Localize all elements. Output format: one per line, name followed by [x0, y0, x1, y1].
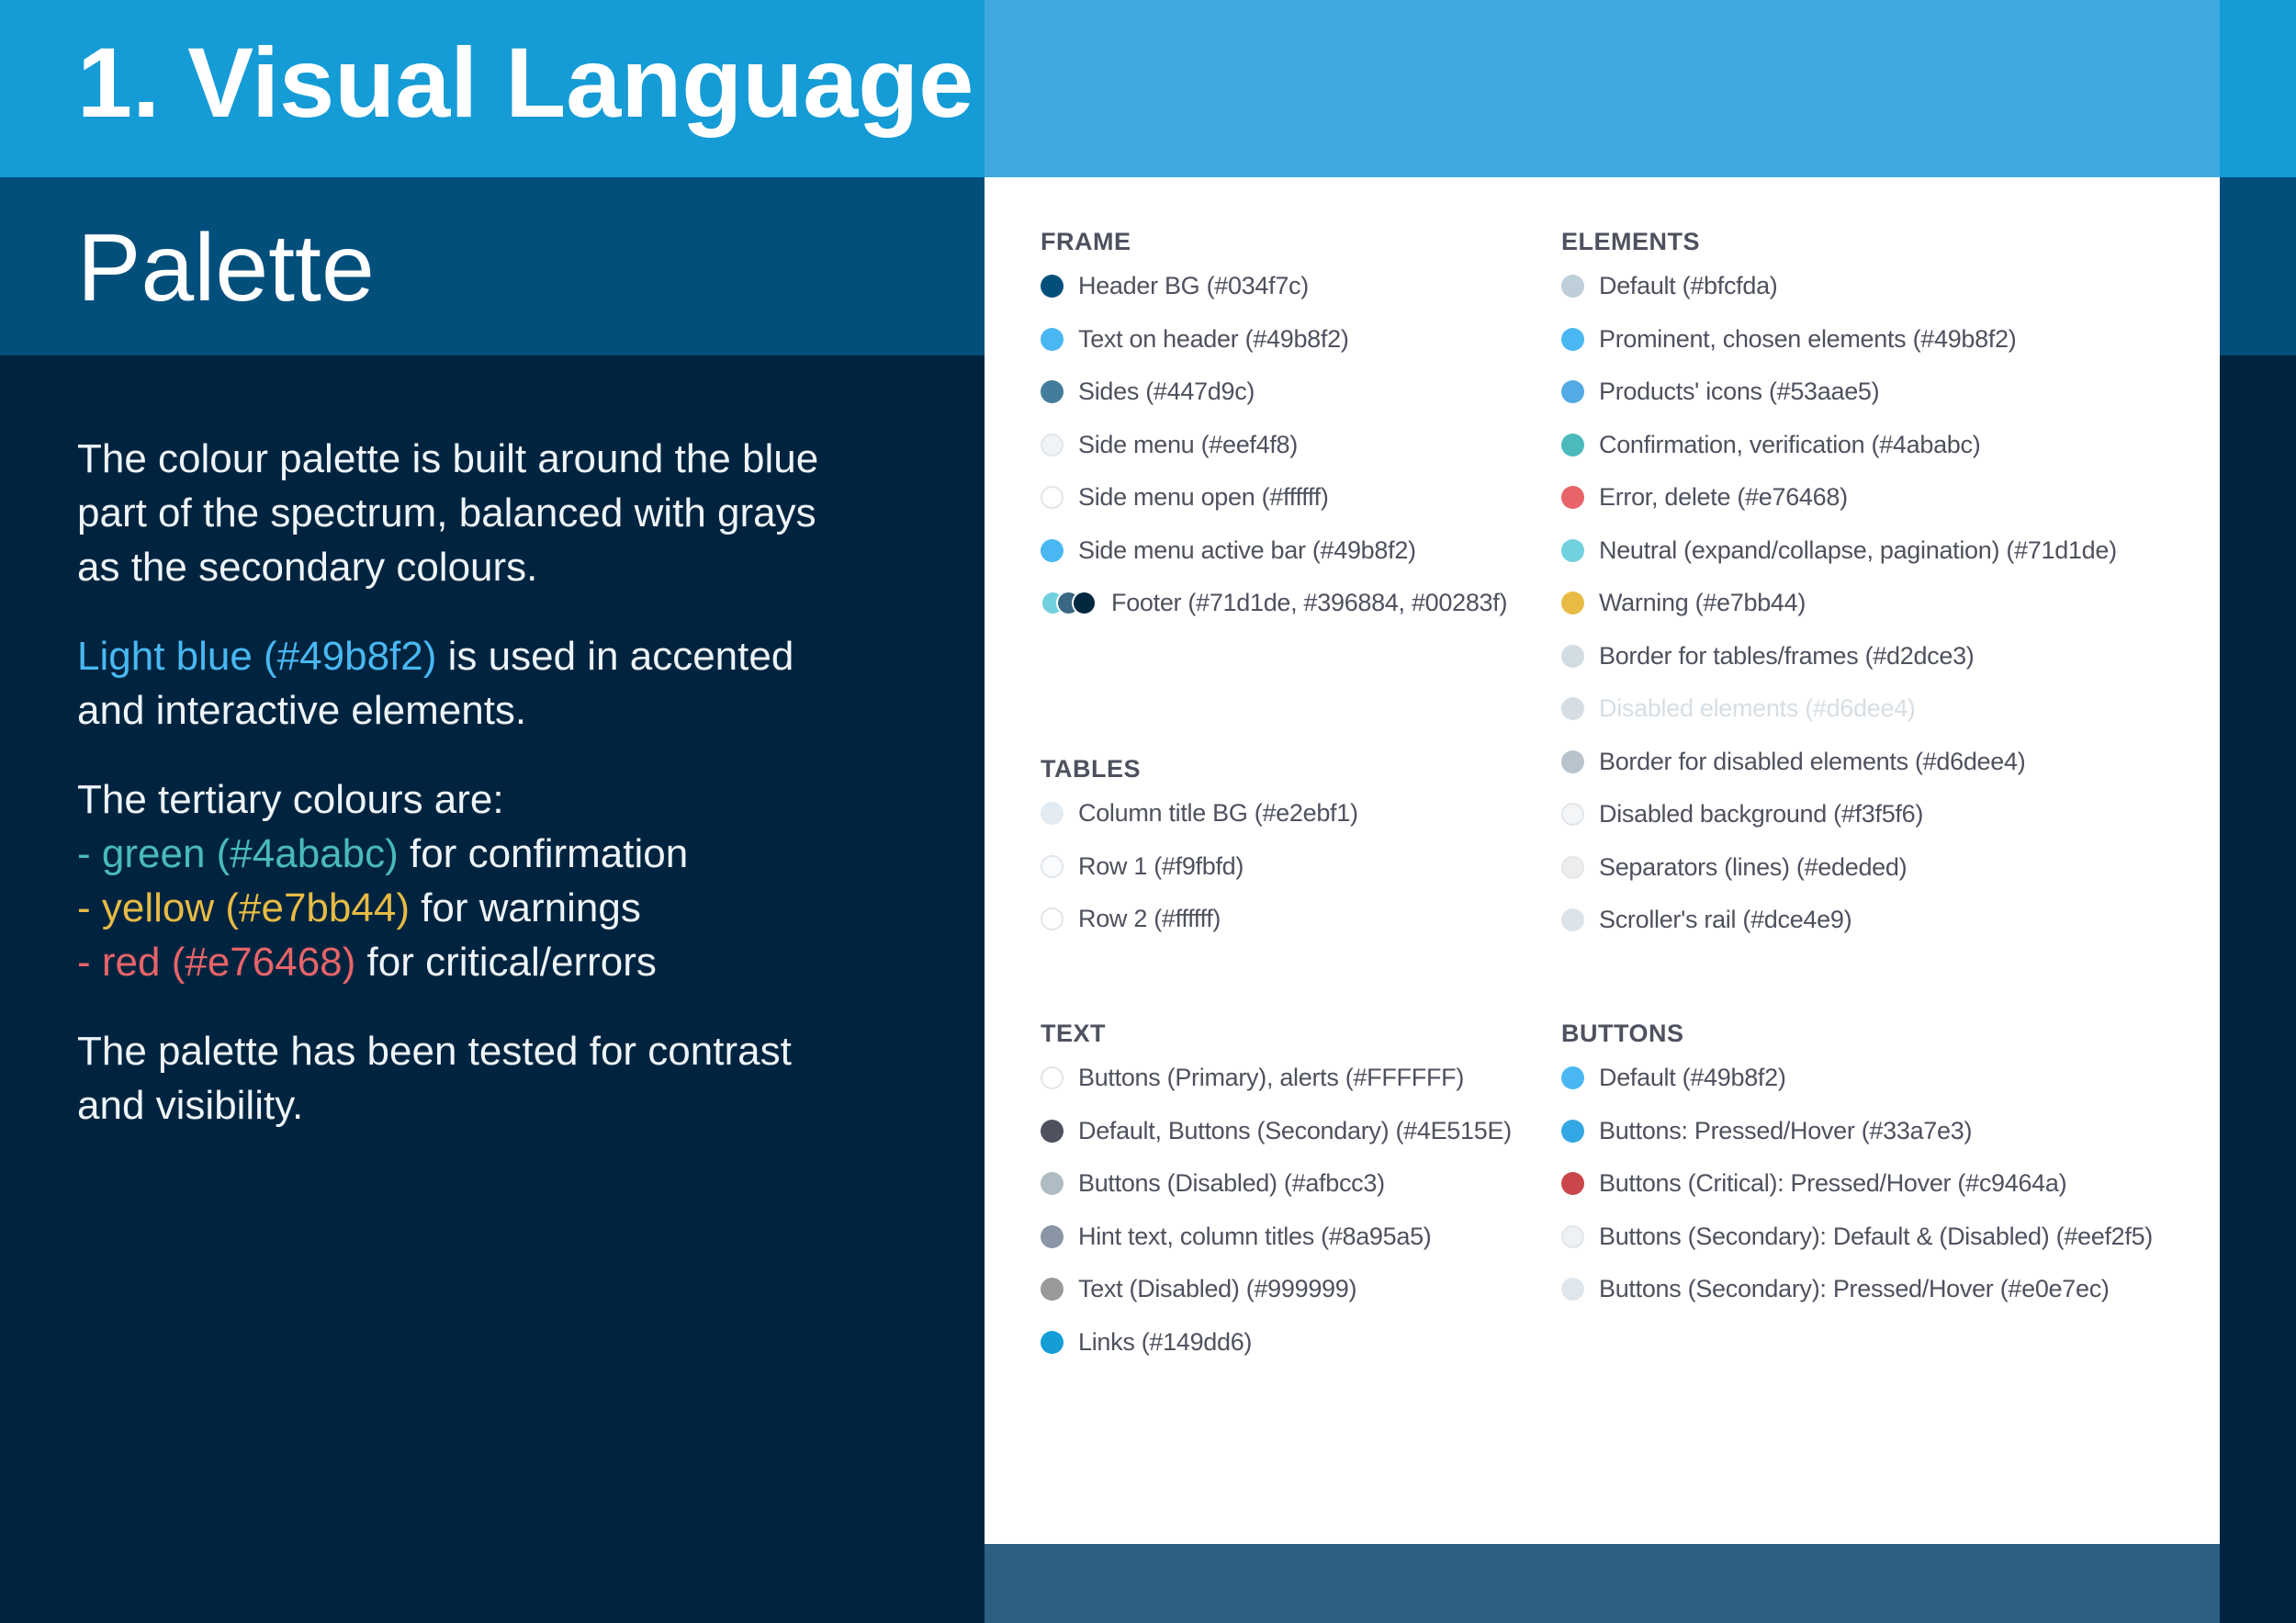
section-heading: TEXT	[1041, 1020, 1107, 1047]
text-line	[77, 827, 950, 881]
accent-text-red: - red (#e76468)	[77, 940, 356, 985]
intro-paragraph-1	[77, 432, 950, 594]
swatch-label: Buttons (Critical): Pressed/Hover (#c9464a)	[1599, 1169, 2067, 1198]
swatch-item	[1561, 471, 2117, 524]
color-swatch	[1041, 1120, 1064, 1143]
swatch-item	[1041, 787, 1358, 840]
swatch-label: Buttons (Secondary): Default & (Disabled) (#eef2f5)	[1599, 1222, 2153, 1250]
swatch-item	[1561, 1157, 2153, 1211]
color-swatch	[1041, 1278, 1064, 1301]
intro-paragraph-3	[77, 772, 950, 989]
text-line	[77, 629, 950, 683]
section-heading: FRAME	[1041, 228, 1131, 255]
swatch-item	[1041, 419, 1507, 472]
color-swatch	[1561, 380, 1584, 403]
color-swatch	[1561, 1172, 1584, 1195]
swatch-label: Row 1 (#f9fbfd)	[1078, 851, 1244, 880]
text-fragment: for warnings	[409, 885, 641, 930]
swatch-label: Default, Buttons (Secondary) (#4E515E)	[1078, 1116, 1512, 1144]
accent-text-green: - green (#4ababc)	[77, 831, 399, 876]
color-swatch	[1561, 1278, 1584, 1301]
color-swatch	[1561, 486, 1584, 509]
color-swatch	[1561, 275, 1584, 298]
swatch-label: Row 2 (#ffffff)	[1078, 905, 1221, 933]
text-line: The tertiary colours are:	[77, 777, 504, 822]
swatch-item	[1561, 1211, 2153, 1264]
swatch-item	[1041, 471, 1507, 524]
swatch-item	[1041, 840, 1358, 894]
swatch-item	[1561, 419, 2117, 472]
color-swatch	[1561, 908, 1584, 931]
text-line: and interactive elements.	[77, 688, 527, 733]
color-swatch	[1561, 803, 1584, 826]
page-title: 1. Visual Language	[77, 27, 974, 138]
swatch-label: Header BG (#034f7c)	[1078, 272, 1309, 300]
swatch-label: Error, delete (#e76468)	[1599, 483, 1848, 512]
swatch-item	[1561, 1263, 2153, 1316]
palette-section-elements	[1561, 223, 2117, 947]
color-swatch	[1561, 539, 1584, 562]
swatch-label: Default (#bfcfda)	[1599, 272, 1778, 300]
text-line: and visibility.	[77, 1083, 304, 1128]
intro-text	[77, 432, 950, 1167]
text-line: part of the spectrum, balanced with grays	[77, 490, 816, 535]
text-fragment: for confirmation	[398, 831, 689, 876]
swatch-label: Prominent, chosen elements (#49b8f2)	[1599, 324, 2017, 353]
color-swatch	[1561, 1120, 1584, 1143]
swatch-item	[1041, 1316, 1512, 1369]
color-swatch	[1041, 1172, 1064, 1195]
color-swatch	[1041, 380, 1064, 403]
color-swatch	[1041, 1225, 1064, 1248]
swatch-label: Confirmation, verification (#4ababc)	[1599, 430, 1981, 458]
swatch-label: Scroller's rail (#dce4e9)	[1599, 906, 1852, 934]
swatch-item	[1561, 1105, 2153, 1158]
swatch-item	[1561, 841, 2117, 895]
palette-section-tables	[1041, 750, 1358, 946]
swatch-label: Default (#49b8f2)	[1599, 1064, 1786, 1092]
color-swatch	[1561, 697, 1584, 720]
swatch-label: Border for tables/frames (#d2dce3)	[1599, 641, 1975, 670]
swatch-label: Disabled elements (#d6dee4)	[1599, 694, 1916, 723]
intro-paragraph-2	[77, 629, 950, 738]
swatch-label: Buttons (Secondary): Pressed/Hover (#e0e7ec)	[1599, 1275, 2110, 1303]
color-swatch	[1041, 275, 1064, 298]
swatch-label: Sides (#447d9c)	[1078, 378, 1255, 406]
color-swatch	[1561, 434, 1584, 456]
color-swatch	[1561, 1066, 1584, 1089]
swatch-item	[1561, 1052, 2153, 1105]
swatch-label: Separators (lines) (#ededed)	[1599, 852, 1908, 881]
color-swatch	[1561, 592, 1584, 614]
footer-band	[985, 1544, 2220, 1623]
section-heading: BUTTONS	[1561, 1020, 1684, 1047]
swatch-label: Column title BG (#e2ebf1)	[1078, 799, 1358, 828]
swatch-item	[1041, 577, 1507, 630]
palette-section-text	[1041, 1015, 1512, 1369]
swatch-item	[1041, 1157, 1512, 1211]
swatch-label: Buttons: Pressed/Hover (#33a7e3)	[1599, 1116, 1973, 1144]
color-swatch	[1072, 591, 1097, 615]
swatch-item	[1041, 1105, 1512, 1158]
swatch-label: Side menu (#eef4f8)	[1078, 430, 1298, 458]
swatch-item	[1561, 630, 2117, 683]
color-swatch	[1041, 1066, 1064, 1089]
section-heading: ELEMENTS	[1561, 228, 1701, 255]
color-swatch	[1041, 328, 1064, 351]
color-swatch	[1561, 645, 1584, 668]
swatch-item	[1041, 1263, 1512, 1316]
text-line	[77, 935, 950, 989]
swatch-label: Buttons (Primary), alerts (#FFFFFF)	[1078, 1064, 1465, 1092]
color-swatch	[1561, 750, 1584, 773]
swatch-label: Text (Disabled) (#999999)	[1078, 1275, 1357, 1303]
swatch-label: Neutral (expand/collapse, pagination) (#71d1de)	[1599, 535, 2117, 564]
swatch-item	[1041, 260, 1507, 313]
swatch-item	[1561, 682, 2117, 736]
text-fragment: is used in accented	[436, 634, 794, 679]
swatch-item	[1561, 577, 2117, 630]
swatch-item	[1041, 1211, 1512, 1264]
palette-section-frame	[1041, 223, 1507, 630]
swatch-item	[1041, 1052, 1512, 1105]
color-swatch	[1041, 855, 1064, 878]
color-swatch	[1041, 539, 1064, 562]
palette-section-buttons	[1561, 1015, 2153, 1316]
swatch-item	[1041, 366, 1507, 419]
accent-text-light-blue: Light blue (#49b8f2)	[77, 634, 437, 679]
swatch-item	[1561, 313, 2117, 366]
color-swatch	[1561, 1225, 1584, 1248]
swatch-item	[1561, 788, 2117, 841]
section-title: Palette	[77, 215, 375, 321]
swatch-label: Disabled background (#f3f5f6)	[1599, 800, 1924, 828]
accent-text-yellow: - yellow (#e7bb44)	[77, 885, 410, 930]
color-swatch	[1561, 328, 1584, 351]
swatch-label: Text on header (#49b8f2)	[1078, 324, 1349, 353]
text-line: The colour palette is built around the blue	[77, 436, 819, 481]
swatch-label: Products' icons (#53aae5)	[1599, 378, 1880, 406]
swatch-label: Warning (#e7bb44)	[1599, 589, 1806, 617]
swatch-item	[1561, 366, 2117, 419]
swatch-item	[1561, 894, 2117, 947]
swatch-item	[1561, 260, 2117, 313]
text-line	[77, 881, 950, 935]
swatch-label: Links (#149dd6)	[1078, 1327, 1253, 1356]
swatch-label: Side menu open (#ffffff)	[1078, 483, 1329, 512]
swatch-label: Buttons (Disabled) (#afbcc3)	[1078, 1169, 1385, 1198]
color-swatch	[1041, 1331, 1064, 1354]
color-swatch	[1041, 434, 1064, 456]
swatch-item	[1561, 736, 2117, 789]
intro-paragraph-4	[77, 1024, 950, 1133]
swatch-item	[1561, 524, 2117, 578]
palette-panel	[985, 177, 2220, 1544]
swatch-label: Footer (#71d1de, #396884, #00283f)	[1111, 589, 1508, 617]
text-fragment: for critical/errors	[355, 940, 657, 985]
swatch-item	[1041, 893, 1358, 946]
header-band-right	[985, 0, 2220, 177]
text-line: as the secondary colours.	[77, 545, 538, 590]
swatch-label: Side menu active bar (#49b8f2)	[1078, 535, 1416, 564]
swatch-label: Border for disabled elements (#d6dee4)	[1599, 747, 2026, 775]
color-swatch	[1041, 907, 1064, 930]
section-heading: TABLES	[1041, 755, 1141, 783]
color-swatch	[1041, 486, 1064, 509]
color-swatch	[1561, 856, 1584, 879]
subheader-band-right	[2220, 177, 2296, 355]
swatch-group	[1041, 591, 1097, 615]
swatch-item	[1041, 524, 1507, 578]
color-swatch	[1041, 802, 1064, 825]
swatch-label: Hint text, column titles (#8a95a5)	[1078, 1222, 1432, 1250]
text-line: The palette has been tested for contrast	[77, 1029, 792, 1074]
swatch-item	[1041, 313, 1507, 366]
